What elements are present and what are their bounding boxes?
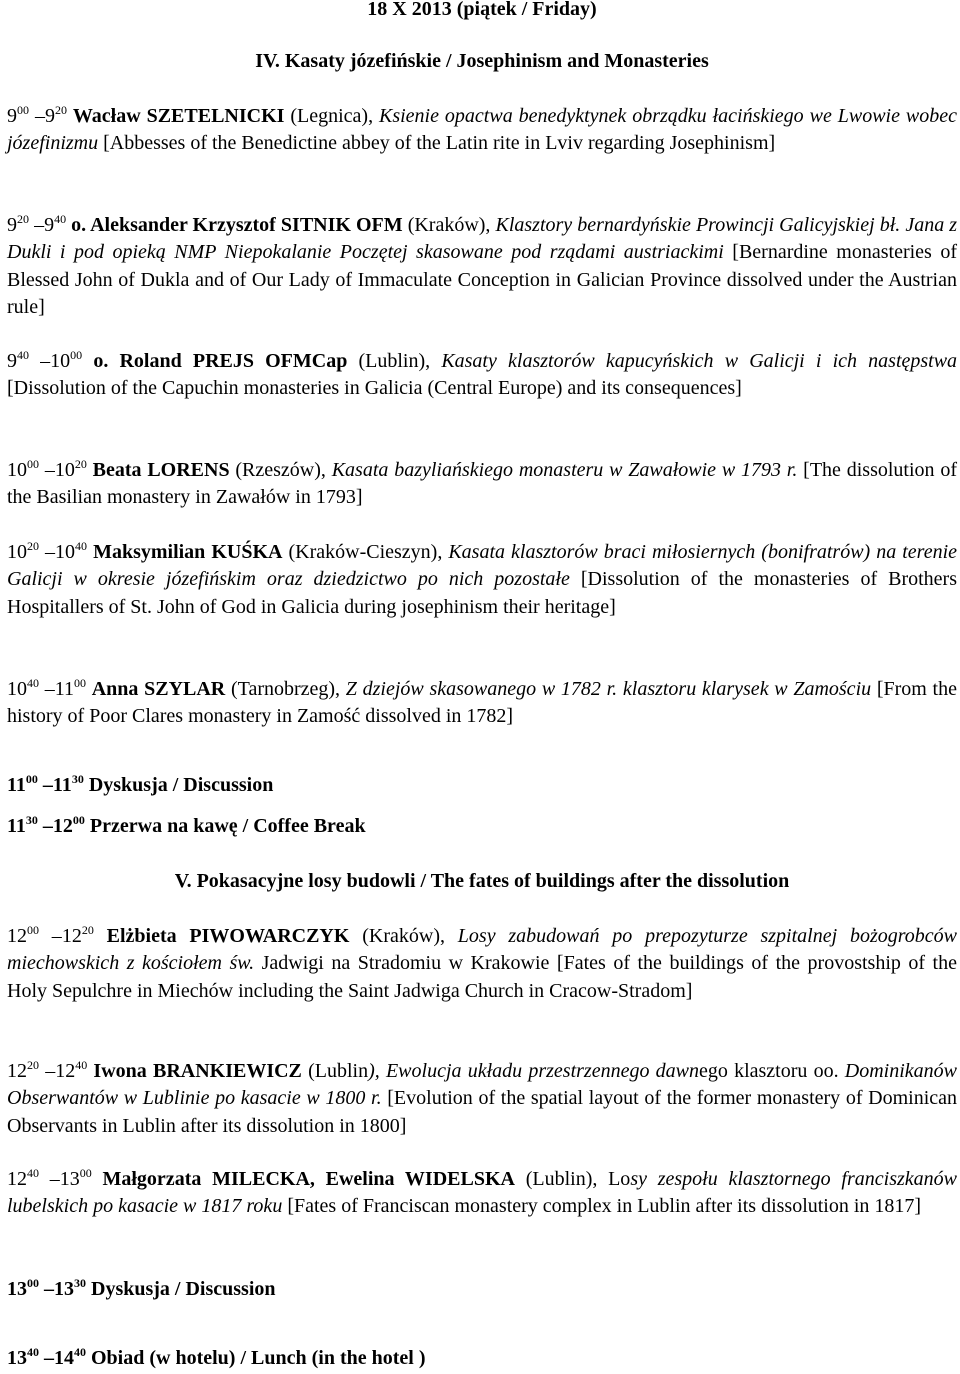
speaker-affiliation: (Kraków-Cieszyn), [282, 541, 449, 563]
section-heading-v: V. Pokasacyjne losy budowli / The fates of buildings after the dissolution [174, 870, 790, 892]
date-heading: 18 X 2013 (piątek / Friday) [367, 0, 597, 20]
time-range: $10^{20}$ $-10^{40}$ [7, 539, 88, 563]
time-range: $9^{20}$ $-9^{40}$ [7, 212, 67, 236]
speaker-name: Beata LORENS [92, 459, 230, 481]
time-range: $12^{00}$ $-12^{20}$ [7, 923, 94, 947]
time-range: $11^{30}$ $-12^{00}$ [7, 813, 85, 837]
section-heading-iv: IV. Kasaty józefińskie / Josephinism and Monasteries [255, 50, 709, 72]
speaker-name: Elżbieta PIWOWARCZYK [106, 925, 350, 947]
speaker-name: Anna SZYLAR [91, 678, 226, 700]
speaker-affiliation: (Tarnobrzeg), [225, 678, 346, 700]
break-label: Dyskusja / Discussion [83, 774, 274, 796]
program-entry [7, 539, 957, 621]
talk-title-en: [Abbesses of the Benedictine abbey of the Latin rite in Lviv regarding Josephinism] [98, 132, 776, 155]
talk-title-en: [Dissolution of the Capuchin monasteries in Galicia (Central Europe) and its consequences] [7, 377, 742, 400]
talk-title-pl: Kasata bazyliańskiego monasteru w Zawałowie w 1793 r. [331, 459, 798, 481]
speaker-name: o. Roland PREJS OFMCap [93, 350, 348, 372]
speaker-name: Małgorzata MILECKA, Ewelina WIDELSKA [102, 1168, 515, 1190]
time-range: $10^{40}$ $-11^{00}$ [7, 676, 86, 700]
speaker-name: Maksymilian KUŚKA [93, 541, 283, 563]
talk-title-pl-plain: ego klasztoru oo. [699, 1060, 839, 1082]
talk-title-en: [Fates of the buildings of the provostship of the Holy Sepulchre in Miechów including the Saint Jadwiga Church in Cracow-Stradom] [7, 952, 957, 1002]
talk-title-pl: Z dziejów skasowanego w 1782 r. klasztoru klarysek w Zamościu [345, 678, 872, 700]
talk-title-pl: Kasata klasztorów braci miłosiernych (bonifratrów) na terenie Galicji w okresie józefińskim oraz dziedzictwo po nich pozostałe [7, 541, 958, 591]
talk-title-en: [The dissolution of the Basilian monastery in Zawałów in 1793] [7, 459, 957, 509]
break-label: Dyskusja / Discussion [86, 1278, 276, 1300]
talk-title-pl: Ksienie opactwa benedyktynek obrządku łacińskiego we Lwowie wobec józefinizmu [7, 105, 958, 155]
program-entry [7, 212, 957, 321]
speaker-affiliation: (Kraków), [349, 925, 458, 947]
break-label: Obiad (w hotelu) / Lunch (in the hotel ) [86, 1347, 426, 1369]
break-label: Przerwa na kawę / Coffee Break [84, 815, 366, 837]
program-entry [7, 457, 957, 512]
talk-title-en: [Evolution of the spatial layout of the former monastery of Dominican Observants in Lublin after its dissolution in 1800] [7, 1087, 958, 1137]
talk-title-pl: Kasaty klasztorów kapucyńskich w Galicji i ich następstwa [441, 350, 958, 372]
schedule-break [7, 772, 957, 799]
time-range: $11^{00}$ $-11^{30}$ [7, 772, 84, 796]
talk-title-pl: Klasztory bernardyńskie Prowincji Galicyjskiej bł. Jana z Dukli i pod opieką NMP Niepokalanie Poczętej skasowane pod rządami austriackimi [7, 214, 958, 264]
talk-title-pl: ), Ewolucja układu przestrzennego dawn [368, 1060, 699, 1082]
speaker-affiliation: (Lublin [301, 1060, 369, 1082]
speaker-affiliation: (Lublin), [347, 350, 442, 372]
schedule-break [7, 813, 957, 840]
speaker-name: o. Aleksander Krzysztof SITNIK OFM [71, 214, 403, 236]
program-entry [7, 348, 957, 403]
speaker-name: Iwona BRANKIEWICZ [93, 1060, 302, 1082]
program-entry [7, 1166, 957, 1221]
time-range: $12^{40}$ $-13^{00}$ [7, 1166, 92, 1190]
talk-title-pl: Losy zabudowań po prepozyturze szpitalnej bożogrobców miechowskich z kościołem św. [7, 925, 958, 975]
talk-title-en: [From the history of Poor Clares monastery in Zamość dissolved in 1782] [7, 678, 957, 728]
program-entry [7, 676, 957, 731]
time-range: $13^{40}$ $-14^{40}$ [7, 1345, 86, 1369]
talk-title-pl-cont: Dominikanów Obserwantów w Lublinie po kasacie w 1800 r. [7, 1060, 958, 1110]
time-range: $10^{00}$ $-10^{20}$ [7, 457, 87, 481]
time-range: $13^{00}$ $-13^{30}$ [7, 1276, 86, 1300]
program-entry [7, 923, 957, 1005]
speaker-affiliation: (Kraków), [402, 214, 496, 236]
talk-title-en: [Dissolution of the monasteries of Brothers Hospitallers of St. John of God in Galicia during josephinism their heritage] [7, 568, 957, 618]
speaker-name: Wacław SZETELNICKI [72, 105, 285, 127]
talk-title-pl-plain: Jadwigi na Stradomiu w Krakowie [254, 952, 550, 975]
schedule-break [7, 1345, 957, 1372]
time-range: $12^{20}$ $-12^{40}$ [7, 1058, 88, 1082]
time-range: $9^{40}$ $-10^{00}$ [7, 348, 83, 372]
program-entry [7, 1058, 957, 1140]
speaker-affiliation: (Rzeszów), [229, 459, 332, 481]
talk-title-pl: sy zespołu klasztornego franciszkanów lubelskich po kasacie w 1817 roku [7, 1168, 957, 1218]
program-entry [7, 103, 957, 158]
speaker-affiliation: (Lublin), Lo [514, 1168, 631, 1190]
talk-title-en: [Fates of Franciscan monastery complex in Lublin after its dissolution in 1817] [282, 1195, 922, 1218]
talk-title-en: [Bernardine monasteries of Blessed John of Dukla and of Our Lady of Immaculate Conception in Galician Province dissolved under the Austrian rule] [7, 241, 957, 318]
speaker-affiliation: (Legnica), [284, 105, 379, 127]
schedule-break [7, 1276, 957, 1303]
time-range: $9^{00}$ $-9^{20}$ [7, 103, 67, 127]
